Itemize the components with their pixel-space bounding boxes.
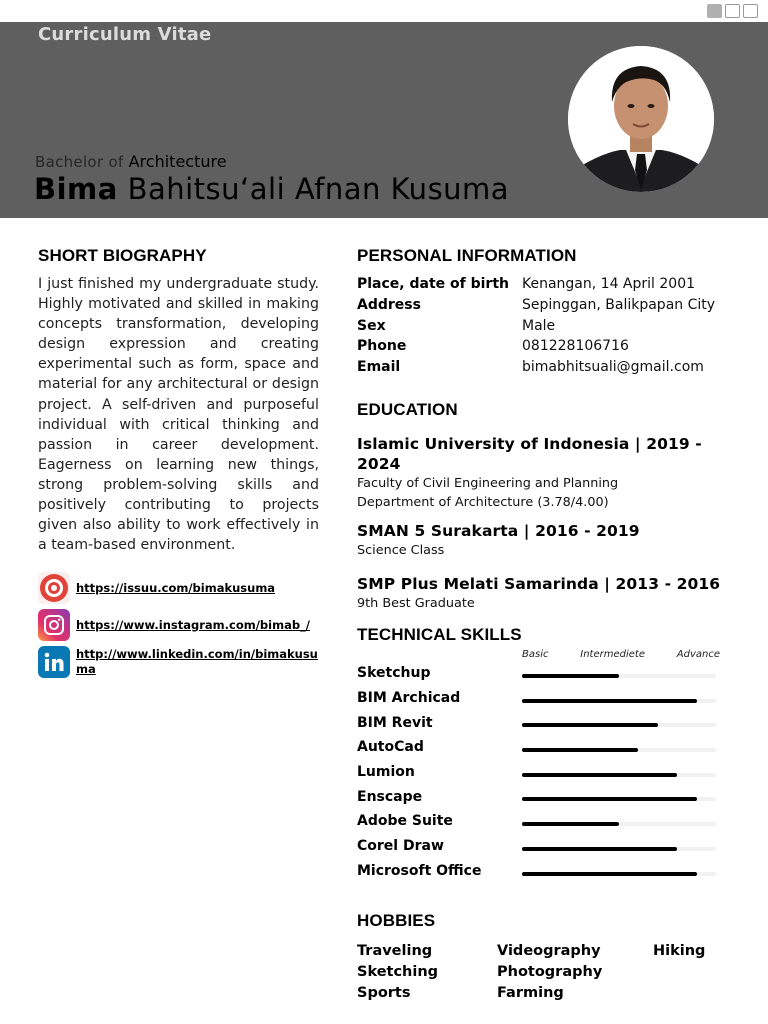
hobby-grid: [357, 943, 737, 1013]
restore-icon[interactable]: [743, 4, 758, 18]
info-row: [357, 316, 737, 337]
minimize-icon[interactable]: [707, 4, 722, 18]
scale-basic: Basic: [522, 649, 549, 660]
degree-prefix: Bachelor of: [35, 153, 124, 171]
personal-table: [357, 274, 737, 378]
profile-photo: [568, 46, 714, 192]
personal-section: [357, 246, 737, 378]
skill-bar-track: [522, 699, 716, 703]
hobby-item: Farming: [497, 985, 564, 1001]
education-detail: Science Class: [357, 543, 445, 558]
skill-row: [357, 760, 727, 785]
hobby-item: Traveling: [357, 943, 433, 959]
hobby-item: Sports: [357, 985, 411, 1001]
skill-bar-track: [522, 773, 716, 777]
instagram-icon: [38, 609, 70, 641]
education-detail: Faculty of Civil Engineering and Planning: [357, 476, 619, 491]
link-linkedin[interactable]: [38, 644, 328, 680]
skill-bar-fill: [522, 872, 697, 876]
skill-row: [357, 809, 727, 834]
skill-row: [357, 686, 727, 711]
skill-bar-track: [522, 797, 716, 801]
skill-name: Lumion: [357, 764, 415, 781]
link-instagram[interactable]: [38, 607, 328, 643]
skill-bar-fill: [522, 699, 697, 703]
info-row: [357, 357, 737, 378]
issuu-icon: [38, 572, 70, 604]
social-links: [38, 570, 328, 681]
skill-bar-fill: [522, 674, 619, 678]
last-names: Bahitsu‘ali Afnan Kusuma: [127, 172, 510, 206]
personal-title: PERSONAL INFORMATION: [357, 246, 577, 265]
skill-name: BIM Archicad: [357, 690, 461, 707]
skill-bar-fill: [522, 797, 697, 801]
info-value: Male: [522, 317, 556, 334]
biography-text: I just finished my undergraduate study. Highly motivated and skilled in making concepts transformation, developing design expression and creating experimental such as form, space and material for any architectural or design project. A self-driven and purposeful individual with critical thinking and passion in career development. Eagerness on learning new things, strong problem-solving skills and positively contributing to projects given also ability to work effectively in a team-based environment.: [38, 276, 319, 554]
link-issuu[interactable]: [38, 570, 328, 606]
info-row: [357, 274, 737, 295]
skill-bar-fill: [522, 748, 638, 752]
info-value[interactable]: bimabhitsuali@gmail.com: [522, 359, 704, 376]
skill-name: Enscape: [357, 788, 423, 805]
info-row: [357, 336, 737, 357]
education-detail: Department of Architecture (3.78/4.00): [357, 495, 609, 510]
skill-name: AutoCad: [357, 739, 424, 756]
skill-name: Corel Draw: [357, 838, 444, 855]
skill-bar-track: [522, 748, 716, 752]
skills-title: TECHNICAL SKILLS: [357, 625, 522, 644]
info-key: Email: [357, 359, 401, 376]
skill-name: Adobe Suite: [357, 813, 453, 830]
education-section: [357, 400, 737, 613]
skill-bar-track: [522, 872, 716, 876]
document-label: Curriculum Vitae: [38, 24, 212, 45]
info-value: Kenangan, 14 April 2001: [522, 276, 696, 292]
biography-title: SHORT BIOGRAPHY: [38, 246, 207, 265]
education-school: SMP Plus Melati Samarinda | 2013 - 2016: [357, 575, 721, 593]
skills-section: [357, 625, 727, 883]
info-key: Phone: [357, 338, 407, 355]
skill-row: [357, 735, 727, 760]
linkedin-icon: [38, 646, 70, 678]
skill-bar-track: [522, 674, 716, 678]
skill-row: [357, 859, 727, 884]
profile-portrait-icon: [568, 46, 714, 192]
cv-header: [0, 22, 768, 218]
scale-intermediate: Intermediete: [580, 649, 645, 660]
skill-row: [357, 784, 727, 809]
skill-bar-track: [522, 822, 716, 826]
skill-bar-fill: [522, 822, 619, 826]
skill-scale: [522, 649, 720, 660]
skill-bar-track: [522, 723, 716, 727]
education-school: SMAN 5 Surakarta | 2016 - 2019: [357, 522, 640, 540]
info-key: Sex: [357, 317, 386, 334]
skill-bar-fill: [522, 847, 677, 851]
skill-row: [357, 834, 727, 859]
skill-name: Microsoft Office: [357, 862, 482, 879]
hobby-item: Hiking: [653, 943, 706, 959]
info-row: [357, 295, 737, 316]
skill-row: [357, 710, 727, 735]
hobbies-title: HOBBIES: [357, 911, 436, 930]
skill-row: [357, 661, 727, 686]
education-title: EDUCATION: [357, 400, 458, 419]
skill-name: BIM Revit: [357, 714, 433, 731]
degree-field: Architecture: [128, 152, 227, 171]
skill-bar-track: [522, 847, 716, 851]
top-bar: [0, 0, 768, 22]
education-item: [357, 574, 737, 613]
hobby-item: Photography: [497, 964, 603, 980]
skill-name: Sketchup: [357, 665, 431, 682]
info-key: Place, date of birth: [357, 276, 509, 292]
first-name: Bima: [34, 172, 118, 206]
hobby-item: Videography: [497, 943, 601, 959]
maximize-icon[interactable]: [725, 4, 740, 18]
education-item: [357, 434, 737, 512]
skill-list: [357, 661, 727, 883]
info-value: 081228106716: [522, 338, 629, 355]
degree-line: [35, 152, 227, 171]
hobbies-section: [357, 911, 737, 1013]
info-value: Sepinggan, Balikpapan City: [522, 296, 716, 313]
scale-advance: Advance: [676, 649, 720, 660]
info-key: Address: [357, 296, 421, 313]
skill-bar-fill: [522, 723, 658, 727]
linkedin-link[interactable]: http://www.linkedin.com/in/bimakusuma: [76, 647, 318, 676]
education-detail: 9th Best Graduate: [357, 596, 475, 611]
skill-bar-fill: [522, 773, 677, 777]
window-controls: [707, 4, 758, 18]
education-item: [357, 521, 737, 560]
instagram-link[interactable]: https://www.instagram.com/bimab_/: [76, 617, 311, 632]
hobby-item: Sketching: [357, 964, 439, 980]
full-name: [34, 172, 509, 206]
education-school: Islamic University of Indonesia | 2019 - 2024: [357, 435, 702, 473]
left-column: [38, 246, 319, 555]
issuu-link[interactable]: https://issuu.com/bimakusuma: [76, 580, 276, 595]
